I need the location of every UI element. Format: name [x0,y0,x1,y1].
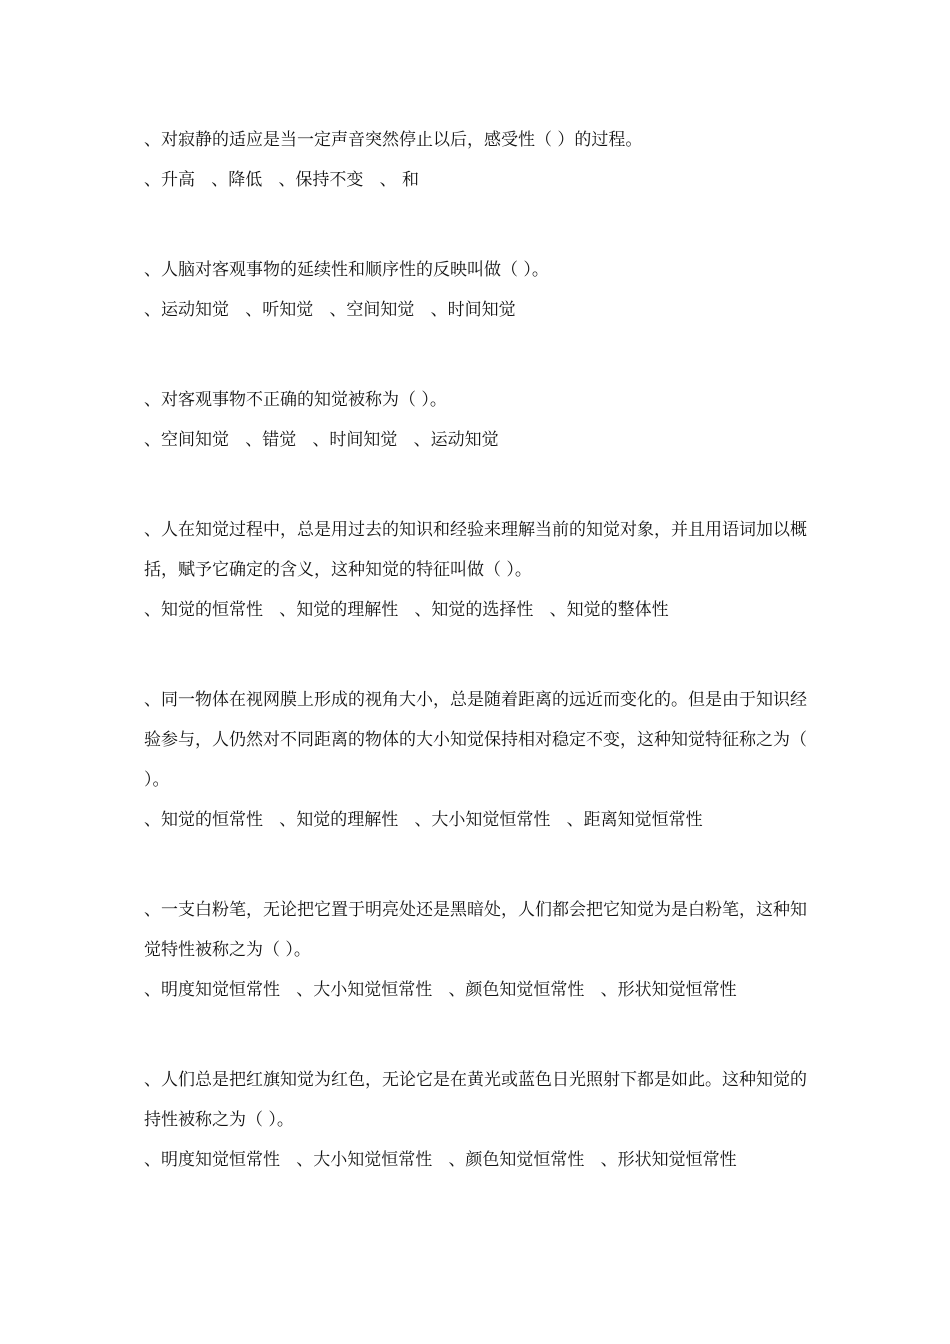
question-text: 、人们总是把红旗知觉为红色，无论它是在黄光或蓝色日光照射下都是如此。这种知觉的持性被称之为（ ）。 [144,1070,807,1130]
question-text: 、人脑对客观事物的延续性和顺序性的反映叫做（ ）。 [144,260,549,280]
option-a: 、知觉的恒常性 [144,810,263,830]
question-options [144,1140,814,1180]
question-2 [144,250,814,330]
option-a: 、升高 [144,170,195,190]
option-a: 、明度知觉恒常性 [144,1150,280,1170]
document-page [144,120,814,1230]
option-d: 、知觉的整体性 [549,600,669,620]
question-options [144,800,814,840]
question-6 [144,890,814,1010]
question-text: 、人在知觉过程中，总是用过去的知识和经验来理解当前的知觉对象，并且用语词加以概括，赋予它确定的含义，这种知觉的特征叫做（ ）。 [144,520,807,580]
option-a: 、明度知觉恒常性 [144,980,280,1000]
option-a: 、知觉的恒常性 [144,600,263,620]
option-d: 、运动知觉 [413,430,499,450]
option-c: 、颜色知觉恒常性 [448,1150,585,1170]
option-a: 、空间知觉 [144,430,229,450]
question-options [144,160,814,200]
option-b: 、大小知觉恒常性 [296,980,433,1000]
option-c: 、颜色知觉恒常性 [448,980,585,1000]
option-b: 、知觉的理解性 [279,600,399,620]
option-d: 、形状知觉恒常性 [600,980,737,1000]
question-text: 、对寂静的适应是当一定声音突然停止以后，感受性（ ）的过程。 [144,130,643,150]
question-5 [144,680,814,840]
question-4 [144,510,814,630]
option-b: 、知觉的理解性 [279,810,399,830]
option-c: 、保持不变 [278,170,364,190]
option-d: 、时间知觉 [430,300,516,320]
option-c: 、大小知觉恒常性 [414,810,551,830]
option-b: 、错觉 [245,430,297,450]
option-a: 、运动知觉 [144,300,229,320]
question-options [144,590,814,630]
question-3 [144,380,814,460]
question-text: 、同一物体在视网膜上形成的视角大小，总是随着距离的远近而变化的。但是由于知识经验参与，人仍然对不同距离的物体的大小知觉保持相对稳定不变，这种知觉特征称之为（ ）。 [144,690,807,790]
question-options [144,290,814,330]
option-b: 、听知觉 [245,300,314,320]
question-1 [144,120,814,200]
option-d: 、 和 [379,170,420,190]
question-options [144,970,814,1010]
option-c: 、知觉的选择性 [414,600,534,620]
question-text: 、对客观事物不正确的知觉被称为（ ）。 [144,390,447,410]
option-c: 、空间知觉 [329,300,415,320]
option-b: 、大小知觉恒常性 [296,1150,433,1170]
question-options [144,420,814,460]
option-b: 、降低 [211,170,263,190]
question-text: 、一支白粉笔，无论把它置于明亮处还是黑暗处，人们都会把它知觉为是白粉笔，这种知觉特性被称之为（ ）。 [144,900,807,960]
option-c: 、时间知觉 [312,430,398,450]
question-7 [144,1060,814,1180]
option-d: 、形状知觉恒常性 [600,1150,737,1170]
option-d: 、距离知觉恒常性 [566,810,703,830]
